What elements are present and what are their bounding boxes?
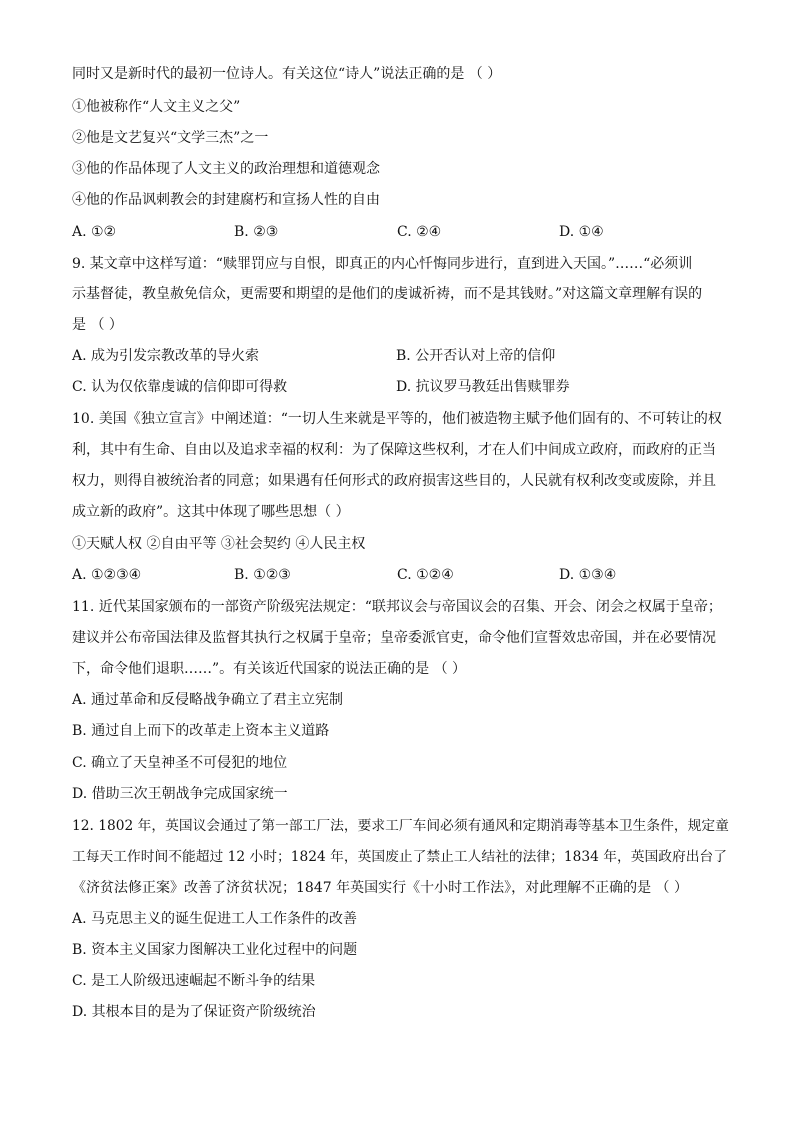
q12-stem-line-3: 《济贫法修正案》改善了济贫状况；1847 年英国实行《十小时工作法》，对此理解不正确的是 （ ）: [72, 880, 688, 896]
q10-option-b: B. ①②③: [234, 567, 291, 583]
q12-option-b: B. 资本主义国家力图解决工业化过程中的问题: [72, 942, 358, 958]
q11-stem-line-1: 11. 近代某国家颁布的一部资产阶级宪法规定：“联邦议会与帝国议会的召集、开会、闭会之权属于皇帝；: [72, 599, 722, 615]
q12-option-a: A. 马克思主义的诞生促进工人工作条件的改善: [72, 911, 358, 927]
q12-stem-line-2: 工每天工作时间不能超过 12 小时；1824 年，英国废止了禁止工人结社的法律；1834 年，英国政府出台了: [72, 849, 727, 865]
q11-stem-line-2: 建议并公布帝国法律及监督其执行之权属于皇帝；皇帝委派官吏，命令他们宣誓效忠帝国，并在必要情况: [72, 630, 716, 646]
q10-stem-line-3: 权力，则得自被统治者的同意；如果遇有任何形式的政府损害这些目的，人民就有权利改变或废除，并且: [72, 473, 716, 489]
q9-options-row-1: [72, 347, 732, 365]
q10-stem-line-2: 利，其中有生命、自由以及追求幸福的权利：为了保障这些权利，才在人们中间成立政府，而政府的正当: [72, 442, 716, 458]
q8-option-d: D. ①④: [559, 224, 604, 240]
q9-stem-line-2: 示基督徒，教皇赦免信众，更需要和期望的是他们的虔诚祈祷，而不是其钱财。”对这篇文章理解有误的: [72, 286, 703, 302]
q11-option-d: D. 借助三次王朝战争完成国家统一: [72, 786, 288, 802]
q11-option-c: C. 确立了天皇神圣不可侵犯的地位: [72, 755, 288, 771]
q9-option-d: D. 抗议罗马教廷出售赎罪券: [396, 379, 570, 395]
q9-stem-line-1: 9. 某文章中这样写道：“赎罪罚应与自恨，即真正的内心忏悔同步进行，直到进入天国。”……“必须训: [72, 256, 693, 272]
q9-stem-line-3: 是 （ ）: [72, 317, 123, 333]
q12-stem-line-1: 12. 1802 年，英国议会通过了第一部工厂法，要求工厂车间必须有通风和定期消毒等基本卫生条件，规定童: [72, 818, 729, 834]
q8-option-c: C. ②④: [397, 224, 442, 240]
q9-options-row-2: [72, 378, 732, 396]
q10-statements: ①天赋人权 ②自由平等 ③社会契约 ④人民主权: [72, 536, 366, 552]
q8-options: [72, 223, 732, 241]
q11-option-a: A. 通过革命和反侵略战争确立了君主立宪制: [72, 692, 344, 708]
q12-option-c: C. 是工人阶级迅速崛起不断斗争的结果: [72, 973, 316, 989]
q9-option-a: A. 成为引发宗教改革的导火索: [72, 348, 260, 364]
q8-option-a: A. ①②: [72, 224, 117, 240]
q11-option-b: B. 通过自上而下的改革走上资本主义道路: [72, 723, 330, 739]
q12-option-d: D. 其根本目的是为了保证资产阶级统治: [72, 1004, 316, 1020]
q10-option-a: A. ①②③④: [72, 567, 142, 583]
q10-option-c: C. ①②④: [397, 567, 454, 583]
q11-stem-line-3: 下，命令他们退职……”。有关该近代国家的说法正确的是 （ ）: [72, 661, 467, 677]
q9-option-c: C. 认为仅依靠虔诚的信仰即可得救: [72, 379, 288, 395]
q8-statement-2: ②他是文艺复兴“文学三杰”之一: [72, 130, 269, 146]
q10-options: [72, 566, 732, 584]
q8-statement-3: ③他的作品体现了人文主义的政治理想和道德观念: [72, 161, 380, 177]
q10-stem-line-4: 成立新的政府”。这其中体现了哪些思想（ ）: [72, 504, 350, 520]
q8-option-b: B. ②③: [234, 224, 279, 240]
q8-statement-1: ①他被称作“人文主义之父”: [72, 99, 241, 115]
q9-option-b: B. 公开否认对上帝的信仰: [396, 348, 556, 364]
q10-stem-line-1: 10. 美国《独立宣言》中阐述道：“一切人生来就是平等的，他们被造物主赋予他们固有的、不可转让的权: [72, 411, 722, 427]
q10-option-d: D. ①③④: [559, 567, 617, 583]
q8-statement-4: ④他的作品讽刺教会的封建腐朽和宣扬人性的自由: [72, 192, 380, 208]
q8-stem-tail: 同时又是新时代的最初一位诗人。有关这位“诗人”说法正确的是 （ ）: [72, 66, 502, 82]
